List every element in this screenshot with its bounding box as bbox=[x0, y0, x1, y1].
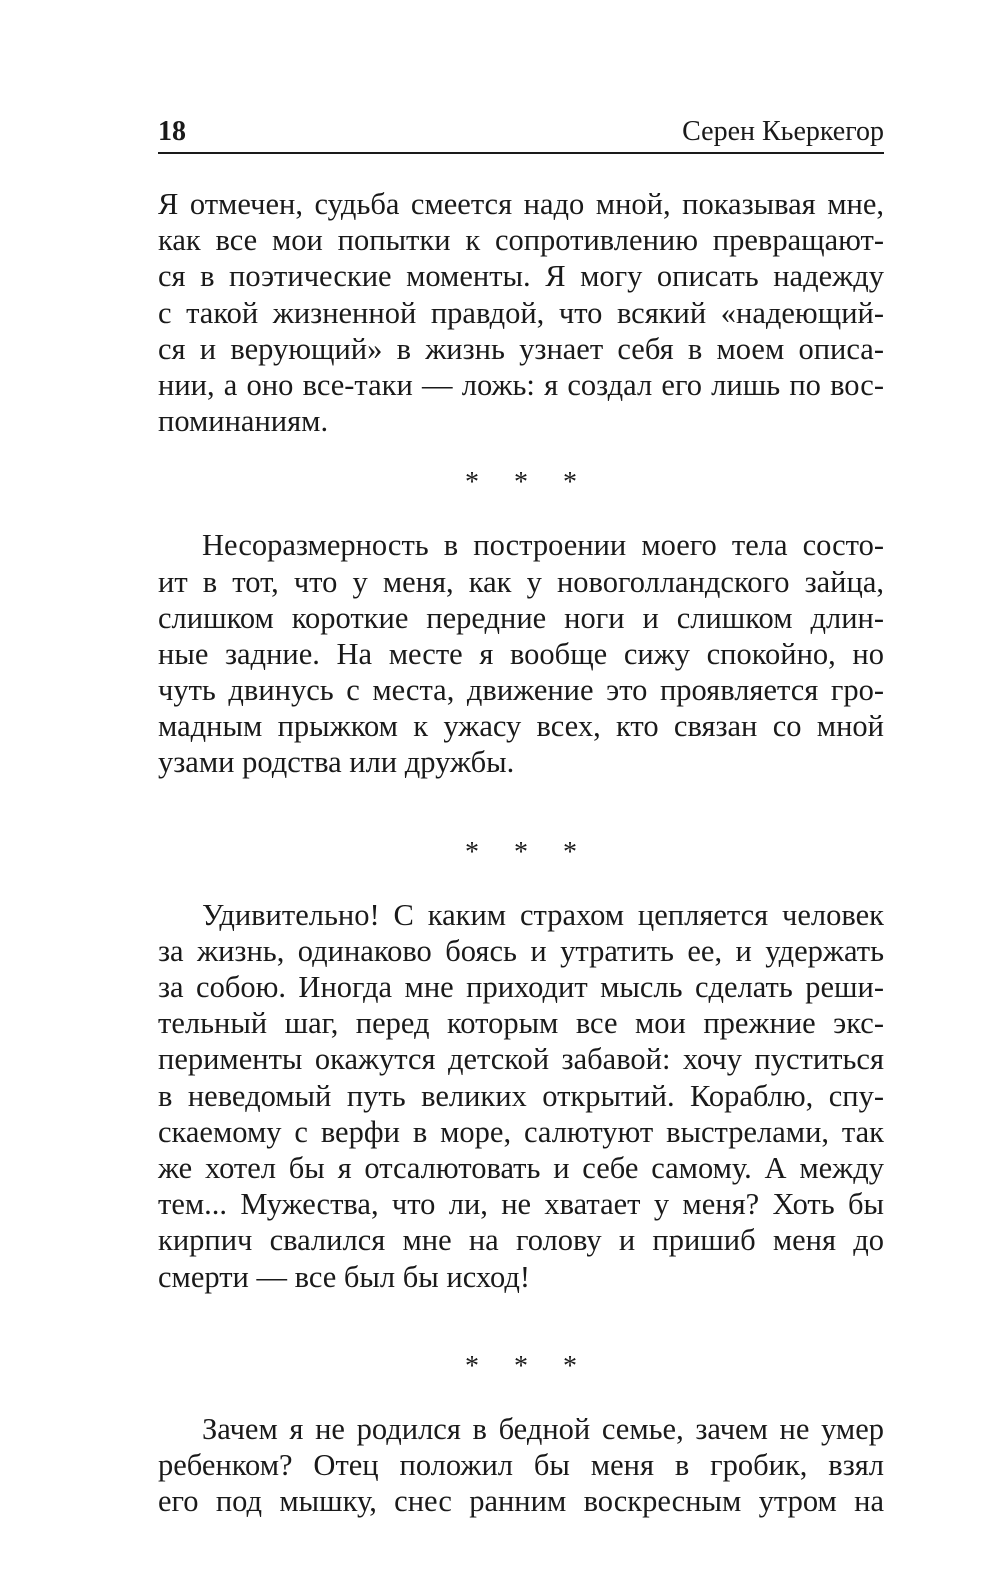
section-separator: * * * bbox=[465, 1350, 591, 1382]
text-line: поминаниям. bbox=[158, 404, 329, 439]
book-page bbox=[158, 112, 884, 1519]
paragraph-4 bbox=[158, 1411, 884, 1520]
text-line: Я отмечен, судьба смеется надо мной, показывая мне, bbox=[158, 187, 884, 221]
text-line: чуть двинусь с места, движение это проявляется гро- bbox=[158, 673, 884, 708]
paragraph-3 bbox=[158, 897, 884, 1295]
text-line: мадным прыжком к ужасу всех, кто связан со мной bbox=[158, 709, 884, 744]
text-line: ся в поэтические моменты. Я могу описать надежду bbox=[158, 259, 884, 294]
body-text bbox=[158, 186, 884, 1519]
section-separator: * * * bbox=[465, 836, 591, 868]
text-line: за собою. Иногда мне приходит мысль сделать реши- bbox=[158, 970, 884, 1004]
text-line: же хотел бы я отсалютовать и себе самому. А между bbox=[158, 1150, 884, 1185]
text-line: тельный шаг, перед которым все мои прежние экс- bbox=[158, 1006, 884, 1041]
text-line: ся и верующий» в жизнь узнает себя в моем описа- bbox=[158, 331, 884, 366]
text-line: нии, а оно все-таки — ложь: я создал его лишь по вос- bbox=[158, 367, 884, 402]
text-line: Удивительно! С каким страхом цепляется человек bbox=[202, 897, 884, 932]
text-line: слишком короткие передние ноги и слишком длин- bbox=[158, 600, 884, 635]
text-line: тем... Мужества, что ли, не хватает у меня? Хоть бы bbox=[158, 1187, 884, 1222]
text-line: ные задние. На месте я вообще сижу спокойно, но bbox=[158, 636, 884, 671]
text-line: смерти — все был бы исход! bbox=[158, 1259, 531, 1294]
section-separator: * * * bbox=[465, 467, 591, 499]
text-line: ит в тот, что у меня, как у новоголландского зайца, bbox=[158, 564, 884, 599]
paragraph-2 bbox=[158, 527, 884, 780]
text-line: кирпич свалился мне на голову и пришиб меня до bbox=[158, 1223, 884, 1258]
text-line: с такой жизненной правдой, что всякий «надеющий- bbox=[158, 295, 884, 330]
text-line: как все мои попытки к сопротивлению превращают- bbox=[158, 223, 884, 258]
text-line: за жизнь, одинаково боясь и утратить ее, и удержать bbox=[158, 933, 884, 968]
running-head-author: Серен Кьеркегор bbox=[682, 116, 884, 147]
page-number: 18 bbox=[158, 116, 186, 147]
paragraph-1 bbox=[158, 186, 884, 439]
text-line: скаемому с верфи в море, салютуют выстрелами, так bbox=[158, 1114, 884, 1149]
text-line: в неведомый путь великих открытий. Кораблю, спу- bbox=[158, 1078, 884, 1113]
text-line: его под мышку, снес ранним воскресным утром на bbox=[158, 1484, 884, 1519]
page-header bbox=[158, 112, 884, 154]
text-line: ребенком? Отец положил бы меня в гробик, взял bbox=[158, 1447, 884, 1482]
text-line: перименты окажутся детской забавой: хочу пуститься bbox=[158, 1042, 884, 1077]
text-line: Зачем я не родился в бедной семье, зачем не умер bbox=[202, 1411, 884, 1446]
text-line: Несоразмерность в построении моего тела состо- bbox=[202, 528, 884, 563]
text-line: узами родства или дружбы. bbox=[158, 745, 515, 780]
